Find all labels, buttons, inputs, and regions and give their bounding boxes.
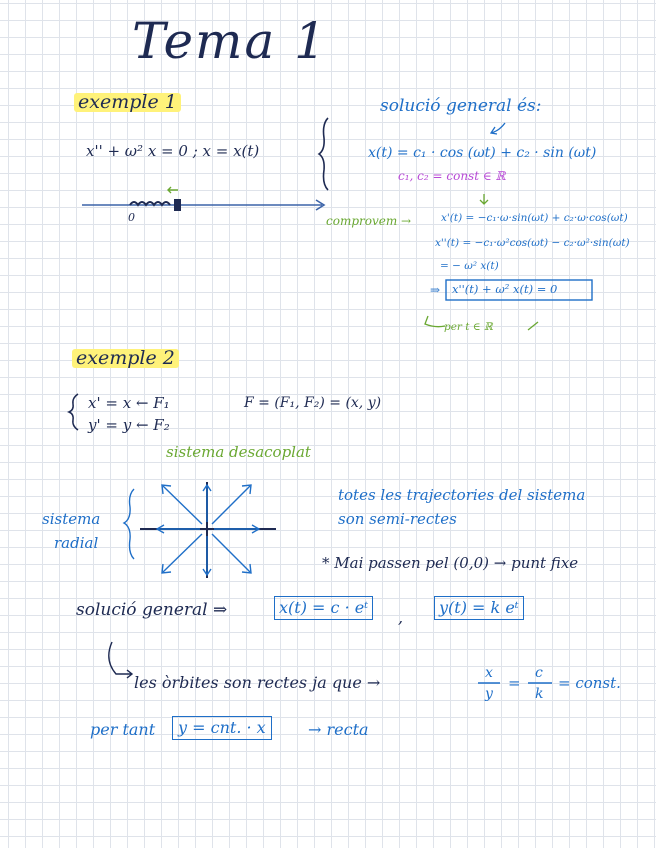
trajectories-line-1: totes les trajectories del sistema [338, 486, 586, 504]
ex2-equation-2: y' = y ← F₂ [88, 416, 170, 434]
radial-label-1: sistema [42, 510, 101, 528]
ex1-result: x''(t) + ω² x(t) = 0 [452, 282, 558, 296]
example-1-heading: exemple 1 [74, 93, 181, 112]
ex2-description: sistema desacoplat [166, 443, 311, 461]
ratio-right-num: c [535, 665, 543, 681]
brace-1 [319, 118, 328, 190]
trajectories-line-2: son semi-rectes [338, 510, 457, 528]
comma: , [398, 608, 404, 627]
page-title: Tema 1 [132, 12, 328, 70]
ex1-derivative-2: x''(t) = −c₁·ω²cos(ωt) − c₂·ω²·sin(ωt) [435, 237, 630, 249]
line-tail: → recta [308, 720, 369, 739]
ex2-solution-x: x(t) = c · eᵗ [274, 596, 373, 620]
ex1-domain: per t ∈ ℝ [444, 321, 493, 333]
axis-origin: 0 [128, 211, 135, 224]
ratio-equals: = [508, 674, 521, 692]
ratio-right-den: k [535, 686, 544, 702]
example-1-equation: x'' + ω² x = 0 ; x = x(t) [86, 142, 260, 160]
fixed-point-note: * Mai passen pel (0,0) → punt fixe [322, 554, 579, 572]
ex1-arrow: ⇒ [430, 283, 441, 297]
example-2-heading: exemple 2 [72, 349, 179, 368]
ex1-check-label: comprovem → [326, 214, 412, 228]
ratio-tail: = const. [558, 674, 621, 692]
ratio-left-den: y [485, 686, 493, 702]
ex2-solution-label: solució general ⇒ [76, 600, 228, 620]
radial-diagram [140, 482, 276, 578]
radial-label-2: radial [54, 534, 99, 552]
ex1-derivative-1: x'(t) = −c₁·ω·sin(ωt) + c₂·ω·cos(ωt) [441, 212, 628, 224]
ex1-solution-heading: solució general és: [380, 96, 542, 116]
ex2-solution-y: y(t) = k eᵗ [434, 596, 524, 620]
ex1-constants: c₁, c₂ = const ∈ ℝ [398, 169, 506, 183]
line-equation: y = cnt. · x [172, 716, 272, 740]
ex1-general-solution: x(t) = c₁ · cos (ωt) + c₂ · sin (ωt) [368, 145, 597, 161]
number-line [82, 187, 324, 211]
ex1-derivative-3: = − ω² x(t) [440, 260, 499, 272]
orbits-text: les òrbites son rectes ja que → [134, 673, 381, 692]
therefore-label: per tant [90, 720, 156, 739]
ex2-field: F = (F₁, F₂) = (x, y) [244, 395, 382, 411]
ratio-left-num: x [485, 665, 493, 681]
ex2-equation-1: x' = x ← F₁ [88, 394, 170, 412]
